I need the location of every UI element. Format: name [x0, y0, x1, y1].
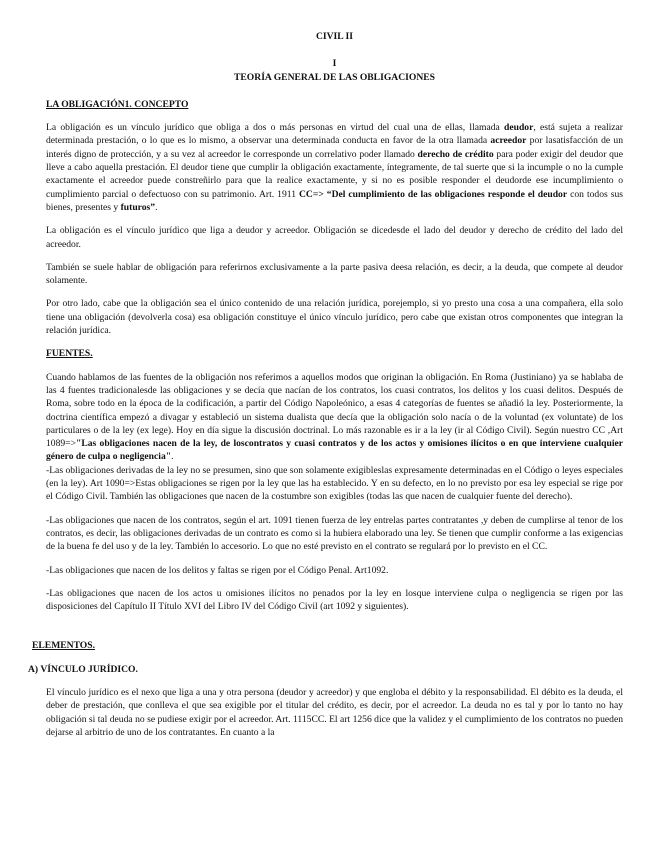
paragraph-fuentes — [46, 371, 623, 464]
paragraph-delitos: -Las obligaciones que nacen de los delitos y faltas se rigen por el Código Penal. Art1092. — [46, 564, 389, 576]
chapter-title: TEORÍA GENERAL DE LAS OBLIGACIONES — [234, 71, 435, 83]
course-title: CIVIL II — [315, 31, 354, 42]
subsection-heading-vinculo: A) VÍNCULO JURÍDICO. — [28, 663, 138, 675]
text-run: con todos sus bienes, presentes y — [46, 188, 623, 213]
paragraph-definicion — [46, 121, 623, 214]
chapter-number: I — [332, 58, 337, 70]
text-run: para poder exigir del deudor que lleve a cabo aquella prestación. El deudor tiene que cumplir la obligación exactamente, íntegramente, de tal suerte que si la incumple o no la cumple exactamente el acreedor puede constreñirlo para que la realice exactamente, y si no es posible responder el deudorde ese incumplimiento o cumplimiento parcial o defectuoso con su patrimonio. Art. 1911 — [46, 148, 623, 200]
term-derecho-credito: derecho de crédito — [417, 148, 494, 160]
text-run: , está sujeta a realizar determinada prestación, o lo que es lo mismo, a observar una determinada conducta en favor de la otra llamada — [46, 122, 624, 147]
section-heading-fuentes: FUENTES. — [46, 348, 93, 360]
paragraph-vinculo: La obligación es el vínculo jurídico que liga a deudor y acreedor. Obligación se dicedesde el lado del deudor y derecho de crédito del lado del acreedor. — [46, 225, 623, 250]
paragraph-contratos: -Las obligaciones que nacen de los contratos, según el art. 1091 tienen fuerza de ley entrelas partes contratantes ,y deben de cumplirse al tenor de los contratos, es decir, las obligaciones derivadas de un contrato es como si la hubiera elaborado una ley. Se tienen que cumplir conforme a las exigencias de la buena fe del uso y de la ley. También lo accesorio. Lo que no esté previsto en el contrato se regulará por lo previsto en el CC. — [46, 514, 623, 553]
section-heading-elementos: ELEMENTOS. — [32, 640, 96, 652]
quote-art-1911-end: futuros” — [120, 201, 156, 213]
quote-art-1911: CC=> “Del cumplimiento de las obligaciones responde el deudor — [299, 188, 568, 200]
paragraph-parte-pasiva: También se suele hablar de obligación para referirnos exclusivamente a la parte pasiva deesa relación, es decir, a la deuda, que compete al deudor solamente. — [46, 261, 623, 287]
quote-art-1089: "Las obligaciones nacen de la ley, de loscontratos y cuasi contratos y de los actos y omisiones ilícitos o en que interviene cualquier género de culpa o negligencia" — [46, 438, 623, 463]
text-run: Cuando hablamos de las fuentes de la obligación nos referimos a aquellos modos que originan la obligación. En Roma (Justiniano) ya se hablaba de las 4 fuentes tradicionalesde las obligaciones y se decía que nacían de los contratos, los cuasi contratos, los delitos y los cuasi delitos. Después de Roma, sobre todo en la época de la codificación, a partir del Código Napoleónico, a esas 4 categorías de fuentes se añadió la ley. Posteriormente, la doctrina científica empezó a divagar y estableció un sistema dualista que decía que la obligación solo nacía o de la voluntad (ex voluntate) de los particulares o de la ley (ex lege). Hoy en día sigue la discusión doctrinal. Lo más razonable es ir a la ley (ir al Código Civil). Según nuestro CC ,Art 1089=> — [46, 371, 623, 450]
text-run: . — [171, 451, 174, 463]
term-deudor: deudor — [504, 122, 534, 134]
text-run: por lasatisfacción de un interés digno de protección, y a su vez al acreedor le corresponde un correlativo poder llamado — [46, 135, 623, 160]
paragraph-ilicitos: -Las obligaciones que nacen de los actos u omisiones ilícitos no penados por la ley en losque interviene culpa o negligencia se rigen por las disposiciones del Capítulo II Título XVI del Libro IV del Código Civil (art 1092 y siguientes). — [46, 587, 623, 613]
section-heading-concepto: LA OBLIGACIÓN1. CONCEPTO — [46, 98, 189, 110]
paragraph-vinculo-juridico: El vínculo jurídico es el nexo que liga a una y otra persona (deudor y acreedor) y que engloba el débito y la responsabilidad. El débito es la deuda, el deber de prestación, que conlleva el que sea exigible por el titular del crédito, es decir, por el acreedor. La deuda no es tal y por lo tanto no hay obligación si tal deuda no se pudiese exigir por el acreedor. Art. 1115CC. El art 1256 dice que la validez y el cumplimiento de los contratos no pueden dejarse al arbitrio de uno de los contratantes. En cuanto a la — [46, 686, 623, 738]
text-run: . — [155, 201, 158, 213]
paragraph-ley: -Las obligaciones derivadas de la ley no se presumen, sino que son solamente exigibleslas expresamente determinadas en el Código o leyes especiales (en la ley). Art 1090=>Estas obligaciones se rigen por la ley que las ha establecido. Y en su defecto, en lo no previsto por esa ley especial se rige por el Código Civil. También las obligaciones que nacen de la costumbre son exigibles (todas las que nacen de cualquier fuente del derecho). — [46, 464, 623, 503]
term-acreedor: acreedor — [490, 135, 527, 147]
text-run: La obligación es un vínculo jurídico que obliga a dos o más personas en virtud del cual una de ellas, llamada — [46, 122, 505, 134]
paragraph-contenido: Por otro lado, cabe que la obligación sea el único contenido de una relación jurídica, porejemplo, si yo presto una cosa a una compañera, ella solo tiene una obligación (devolverla cosa) esa obligación constituye el único vínculo jurídico, pero cabe que existan otros componentes que integran la relación jurídica. — [46, 298, 623, 337]
